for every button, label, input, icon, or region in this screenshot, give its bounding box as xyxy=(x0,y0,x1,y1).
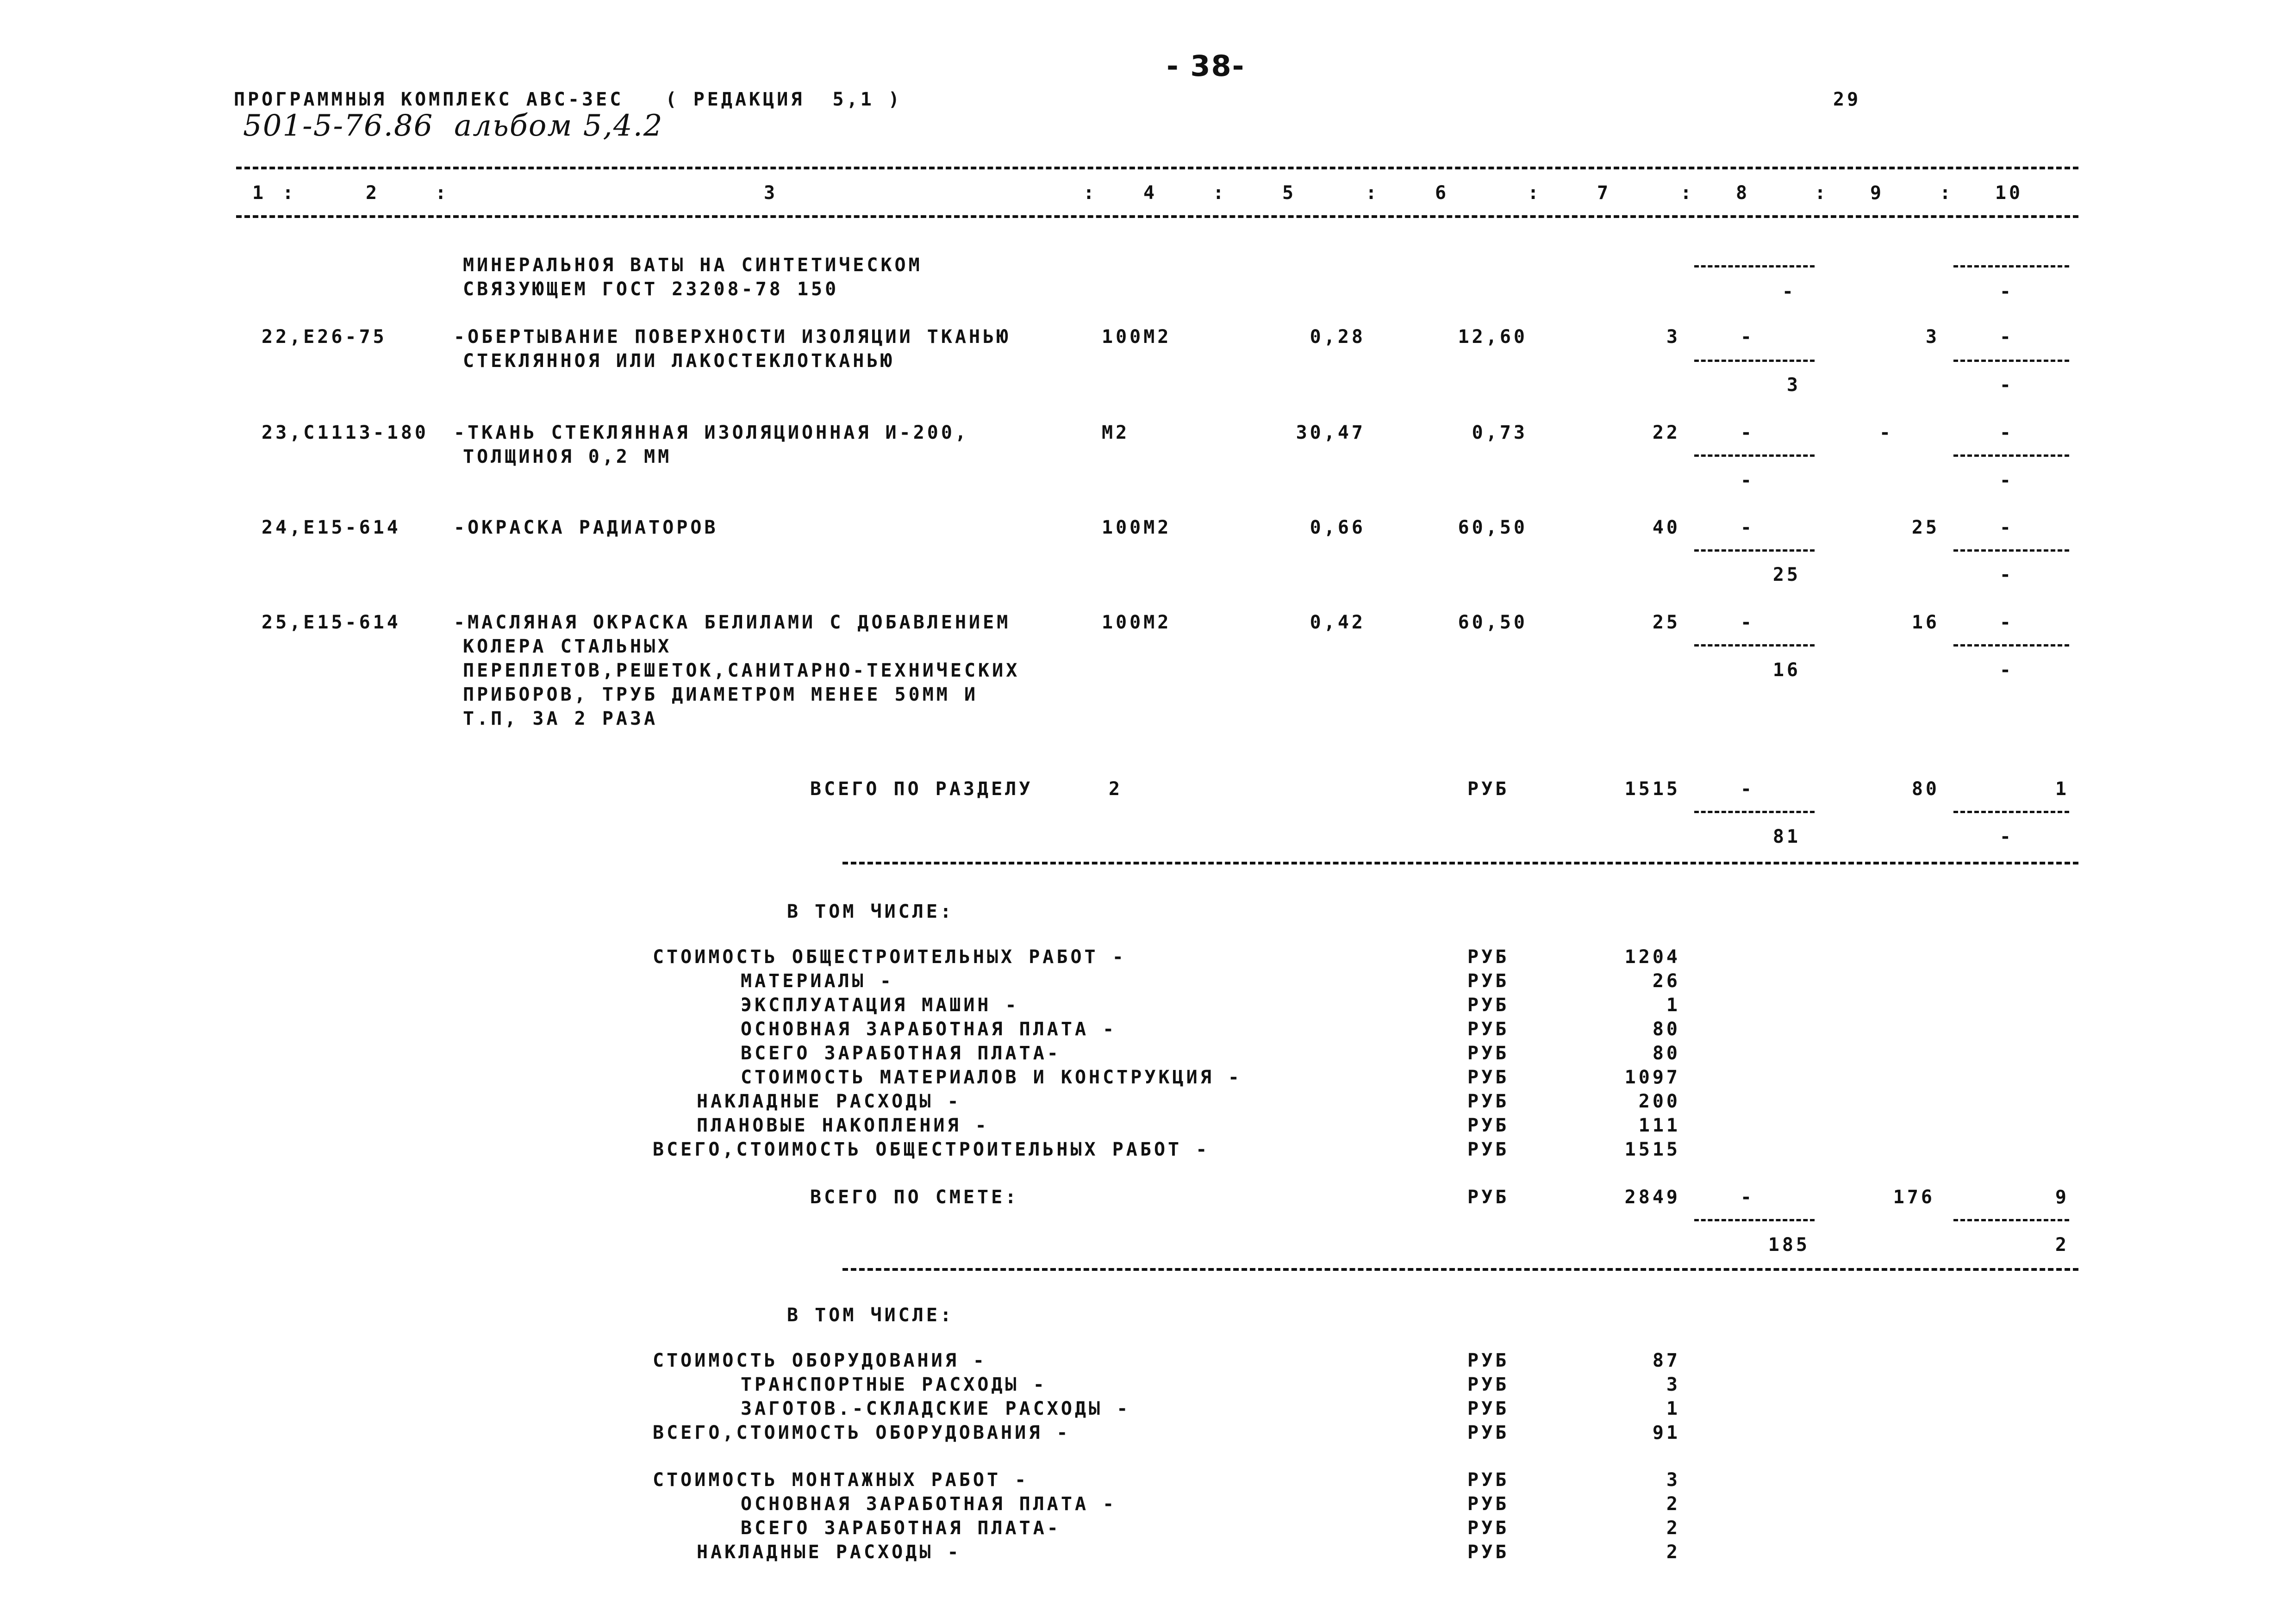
total-unit: РУБ xyxy=(1467,1187,1510,1208)
breakdown-label: СТОИМОСТЬ МОНТАЖНЫХ РАБОТ - xyxy=(653,1469,1029,1491)
breakdown-value: 1 xyxy=(1666,1398,1680,1419)
breakdown-unit: РУБ xyxy=(1467,1139,1510,1160)
breakdown-label: ЭКСПЛУАТАЦИЯ МАШИН - xyxy=(741,995,1019,1016)
album-note: 501-5-76.86 альбом 5,4.2 xyxy=(243,109,663,143)
item-description: -МАСЛЯНАЯ ОКРАСКА БЕЛИЛАМИ С ДОБАВЛЕНИЕМ xyxy=(454,612,1011,633)
fraction-rule xyxy=(1953,265,2069,267)
section-total-label: ВСЕГО ПО РАЗДЕЛУ xyxy=(810,778,1033,800)
item-description: -ТКАНЬ СТЕКЛЯННАЯ ИЗОЛЯЦИОННАЯ И-200, xyxy=(454,422,969,443)
fraction-rule xyxy=(1694,1219,1815,1221)
total-unit: РУБ xyxy=(1467,778,1510,800)
breakdown-value: 91 xyxy=(1652,1422,1680,1443)
item-unit: М2 xyxy=(1102,422,1130,443)
fraction-rule xyxy=(1694,811,1815,813)
program-line: ПРОГРАММНЫЯ КОМПЛЕКС АВС-ЗЕС ( РЕДАКЦИЯ 5,1 ) xyxy=(234,89,902,110)
item-code: 22,Е26-75 xyxy=(262,326,387,348)
col10-top: 9 xyxy=(2055,1187,2069,1208)
breakdown-value: 80 xyxy=(1652,1019,1680,1040)
fraction-rule xyxy=(1953,811,2069,813)
col-separator: : xyxy=(435,182,449,204)
col8-top: - xyxy=(1740,326,1754,348)
estimate-total-label: ВСЕГО ПО СМЕТЕ: xyxy=(810,1187,1019,1208)
sheet-number: 29 xyxy=(1833,89,1861,110)
fraction-rule xyxy=(1694,454,1815,457)
item-total: 25 xyxy=(1652,612,1680,633)
col8-bottom: 185 xyxy=(1768,1234,1810,1256)
col-separator: : xyxy=(1940,182,1954,204)
fraction-rule xyxy=(1694,644,1815,647)
item-description: СВЯЗУЮЩЕМ ГОСТ 23208-78 150 xyxy=(463,279,839,300)
breakdown-unit: РУБ xyxy=(1467,1422,1510,1443)
breakdown-unit: РУБ xyxy=(1467,1542,1510,1563)
breakdown-unit: РУБ xyxy=(1467,1043,1510,1064)
item-qty: 0,66 xyxy=(1310,517,1366,538)
breakdown-value: 1 xyxy=(1666,995,1680,1016)
section-number: 2 xyxy=(1109,778,1123,800)
breakdown-unit: РУБ xyxy=(1467,1493,1510,1515)
breakdown-label: СТОИМОСТЬ ОБОРУДОВАНИЯ - xyxy=(653,1350,987,1371)
item-description: МИНЕРАЛЬНОЯ ВАТЫ НА СИНТЕТИЧЕСКОМ xyxy=(463,255,923,276)
item-description: Т.П, ЗА 2 РАЗА xyxy=(463,708,658,729)
breakdown-label: ВСЕГО,СТОИМОСТЬ ОБОРУДОВАНИЯ - xyxy=(653,1422,1071,1443)
item-code: 23,С1113-180 xyxy=(262,422,429,443)
item-description: СТЕКЛЯННОЯ ИЛИ ЛАКОСТЕКЛОТКАНЬЮ xyxy=(463,350,895,372)
breakdown-value: 2 xyxy=(1666,1493,1680,1515)
col-separator: : xyxy=(1528,182,1542,204)
col-separator: : xyxy=(1815,182,1829,204)
breakdown-value: 2 xyxy=(1666,1517,1680,1539)
col8-bottom: 81 xyxy=(1772,826,1801,847)
item-unit: 100М2 xyxy=(1102,612,1172,633)
breakdown-value: 3 xyxy=(1666,1469,1680,1491)
section-rule xyxy=(842,862,2078,864)
col-separator: : xyxy=(1213,182,1227,204)
breakdown-value: 2 xyxy=(1666,1542,1680,1563)
col8-bottom: 3 xyxy=(1786,374,1801,396)
item-description: ТОЛЩИНОЯ 0,2 ММ xyxy=(463,446,672,467)
col10-top: - xyxy=(1999,422,2014,443)
col10-top: - xyxy=(1999,517,2014,538)
col8-bottom: - xyxy=(1740,470,1754,491)
col-header: 4 xyxy=(1143,182,1158,204)
breakdown-label: ТРАНСПОРТНЫЕ РАСХОДЫ - xyxy=(741,1374,1047,1395)
breakdown-unit: РУБ xyxy=(1467,970,1510,992)
item-unit: 100М2 xyxy=(1102,517,1172,538)
breakdown-label: ОСНОВНАЯ ЗАРАБОТНАЯ ПЛАТА - xyxy=(741,1493,1117,1515)
breakdown-value: 200 xyxy=(1638,1091,1680,1112)
item-qty: 30,47 xyxy=(1296,422,1366,443)
item-description: ПЕРЕПЛЕТОВ,РЕШЕТОК,САНИТАРНО-ТЕХНИЧЕСКИХ xyxy=(463,660,1020,681)
fraction-rule xyxy=(1953,644,2069,647)
breakdown-label: ПЛАНОВЫЕ НАКОПЛЕНИЯ - xyxy=(697,1115,989,1136)
col8-top: - xyxy=(1740,1187,1754,1208)
item-description: -ОБЕРТЫВАНИЕ ПОВЕРХНОСТИ ИЗОЛЯЦИИ ТКАНЬЮ xyxy=(454,326,1011,348)
breakdown-unit: РУБ xyxy=(1467,1115,1510,1136)
breakdown-unit: РУБ xyxy=(1467,1067,1510,1088)
breakdown-label: ВСЕГО ЗАРАБОТНАЯ ПЛАТА- xyxy=(741,1517,1061,1539)
breakdown-label: ОСНОВНАЯ ЗАРАБОТНАЯ ПЛАТА - xyxy=(741,1019,1117,1040)
breakdown-label: НАКЛАДНЫЕ РАСХОДЫ - xyxy=(697,1091,961,1112)
col9: 80 xyxy=(1911,778,1940,800)
section-total-value: 1515 xyxy=(1624,778,1680,800)
breakdown-unit: РУБ xyxy=(1467,1398,1510,1419)
item-description: ПРИБОРОВ, ТРУБ ДИАМЕТРОМ МЕНЕЕ 50ММ И xyxy=(463,684,979,705)
col8-top: - xyxy=(1740,422,1754,443)
item-unit: 100М2 xyxy=(1102,326,1172,348)
fraction-rule xyxy=(1953,1219,2069,1221)
table-top-rule xyxy=(236,167,2078,169)
item-price: 60,50 xyxy=(1458,612,1528,633)
breakdown-unit: РУБ xyxy=(1467,1019,1510,1040)
item-total: 22 xyxy=(1652,422,1680,443)
col9: 3 xyxy=(1925,326,1940,348)
breakdown-value: 26 xyxy=(1652,970,1680,992)
col8-bottom: 25 xyxy=(1772,564,1801,585)
item-total: 3 xyxy=(1666,326,1680,348)
fraction-rule xyxy=(1694,360,1815,362)
col10-bottom: - xyxy=(1999,659,2014,681)
col10-bottom: - xyxy=(1999,470,2014,491)
item-qty: 0,28 xyxy=(1310,326,1366,348)
breakdown-value: 1204 xyxy=(1624,946,1680,968)
col-header: 7 xyxy=(1597,182,1611,204)
col-separator: : xyxy=(1083,182,1098,204)
fraction-rule xyxy=(1953,454,2069,457)
item-code: 25,Е15-614 xyxy=(262,612,401,633)
col-header: 6 xyxy=(1435,182,1449,204)
item-price: 0,73 xyxy=(1472,422,1528,443)
col9: 25 xyxy=(1911,517,1940,538)
col10-top: 1 xyxy=(2055,778,2069,800)
col-separator: : xyxy=(1366,182,1380,204)
breakdown-label: ВСЕГО,СТОИМОСТЬ ОБЩЕСТРОИТЕЛЬНЫХ РАБОТ - xyxy=(653,1139,1210,1160)
col-separator: : xyxy=(282,182,297,204)
breakdown-unit: РУБ xyxy=(1467,995,1510,1016)
breakdown-label: СТОИМОСТЬ ОБЩЕСТРОИТЕЛЬНЫХ РАБОТ - xyxy=(653,946,1126,968)
col8-top: - xyxy=(1740,778,1754,800)
breakdown-value: 3 xyxy=(1666,1374,1680,1395)
col9: 16 xyxy=(1911,612,1940,633)
breakdown-value: 111 xyxy=(1638,1115,1680,1136)
breakdown-unit: РУБ xyxy=(1467,1517,1510,1539)
col10-bottom: - xyxy=(1999,374,2014,396)
breakdown-label: СТОИМОСТЬ МАТЕРИАЛОВ И КОНСТРУКЦИЯ - xyxy=(741,1067,1242,1088)
breakdown-label: ВСЕГО ЗАРАБОТНАЯ ПЛАТА- xyxy=(741,1043,1061,1064)
section-rule xyxy=(842,1268,2078,1271)
col10-bottom: 2 xyxy=(2055,1234,2069,1256)
breakdown-value: 1097 xyxy=(1624,1067,1680,1088)
breakdown-unit: РУБ xyxy=(1467,1350,1510,1371)
fraction-rule xyxy=(1694,549,1815,552)
col-header: 5 xyxy=(1282,182,1297,204)
col-header: 1 xyxy=(252,182,267,204)
breakdown-label: МАТЕРИАЛЫ - xyxy=(741,970,894,992)
col8-bottom: - xyxy=(1782,281,1796,302)
breakdown-value: 1515 xyxy=(1624,1139,1680,1160)
col9: - xyxy=(1879,422,1893,443)
col8-top: - xyxy=(1740,612,1754,633)
breakdown-value: 80 xyxy=(1652,1043,1680,1064)
col-header: 9 xyxy=(1870,182,1884,204)
page-number: - 38- xyxy=(1167,49,1245,83)
col9: 176 xyxy=(1893,1187,1935,1208)
col10-bottom: - xyxy=(1999,564,2014,585)
col10-bottom: - xyxy=(1999,826,2014,847)
table-header-rule xyxy=(236,215,2078,218)
including-heading: В ТОМ ЧИСЛЕ: xyxy=(787,901,954,922)
col8-bottom: 16 xyxy=(1772,659,1801,681)
breakdown-unit: РУБ xyxy=(1467,1469,1510,1491)
col10-bottom: - xyxy=(1999,281,2014,302)
item-code: 24,Е15-614 xyxy=(262,517,401,538)
breakdown-label: ЗАГОТОВ.-СКЛАДСКИЕ РАСХОДЫ - xyxy=(741,1398,1131,1419)
col-header: 3 xyxy=(763,182,778,204)
col10-top: - xyxy=(1999,612,2014,633)
estimate-total-value: 2849 xyxy=(1624,1187,1680,1208)
item-price: 60,50 xyxy=(1458,517,1528,538)
col-header: 2 xyxy=(365,182,380,204)
fraction-rule xyxy=(1953,360,2069,362)
col-header: 10 xyxy=(1995,182,2023,204)
col-separator: : xyxy=(1680,182,1695,204)
including-heading: В ТОМ ЧИСЛЕ: xyxy=(787,1305,954,1326)
item-description: -ОКРАСКА РАДИАТОРОВ xyxy=(454,517,718,538)
item-price: 12,60 xyxy=(1458,326,1528,348)
breakdown-unit: РУБ xyxy=(1467,946,1510,968)
breakdown-unit: РУБ xyxy=(1467,1374,1510,1395)
fraction-rule xyxy=(1694,265,1815,267)
item-description: КОЛЕРА СТАЛЬНЫХ xyxy=(463,636,672,657)
breakdown-unit: РУБ xyxy=(1467,1091,1510,1112)
item-total: 40 xyxy=(1652,517,1680,538)
col-header: 8 xyxy=(1735,182,1750,204)
breakdown-label: НАКЛАДНЫЕ РАСХОДЫ - xyxy=(697,1542,961,1563)
col10-top: - xyxy=(1999,326,2014,348)
fraction-rule xyxy=(1953,549,2069,552)
breakdown-value: 87 xyxy=(1652,1350,1680,1371)
col8-top: - xyxy=(1740,517,1754,538)
item-qty: 0,42 xyxy=(1310,612,1366,633)
